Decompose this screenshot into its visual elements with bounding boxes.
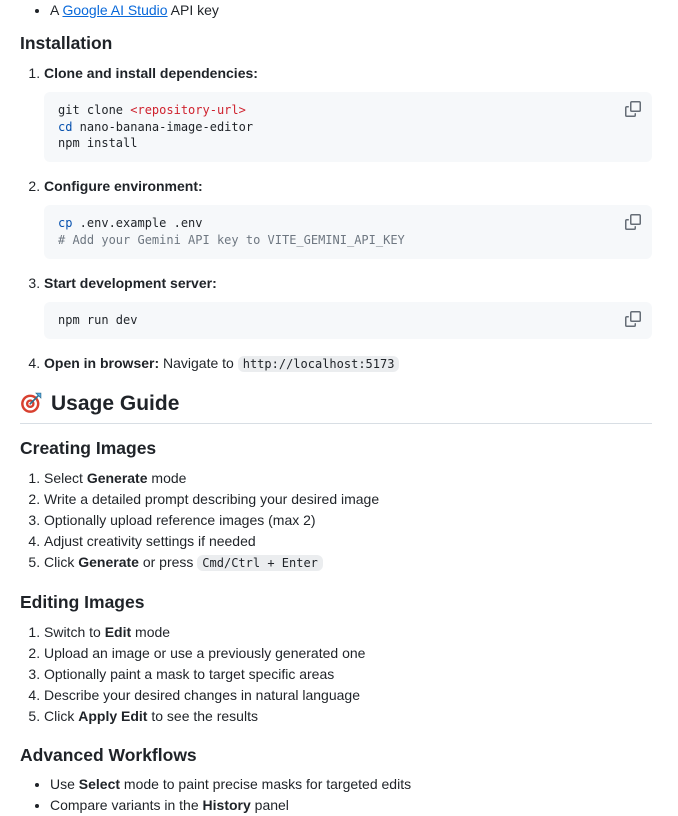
usage-guide-title: Usage Guide [51,391,180,415]
text-span: cd [58,119,73,134]
text-span: Apply Edit [78,707,148,724]
text-span: Compare variants in the [50,797,203,814]
text-span: Generate [78,553,139,570]
copy-icon [625,214,641,230]
list-item [44,622,652,643]
list-item [44,489,652,510]
install-step-2 [44,176,652,259]
code-block [44,302,652,339]
code-block [44,205,652,259]
text-span: Generate [86,469,148,486]
text-span: A [50,2,63,18]
text-span: Write a detailed prompt describing your desired image [44,490,380,507]
text-span: Configure environment: [44,178,203,195]
step-label [44,273,652,294]
copy-button[interactable] [622,98,644,120]
code-content [44,205,652,259]
advanced-workflows-heading: Advanced Workflows [20,744,197,765]
text-span: nano-banana-image-editor [72,119,254,134]
list-item [44,706,652,727]
text-span: API key [167,2,219,18]
step-label [44,176,652,197]
text-span: mode to paint precise masks for targeted edits [120,776,412,793]
prerequisites-list [20,0,652,21]
text-span: mode [147,469,187,486]
install-step-4 [44,353,652,375]
text-span: Edit [104,623,132,640]
text-span: Use [50,776,79,793]
list-item [50,795,652,816]
editing-images-heading: Editing Images [20,591,145,612]
list-item [44,468,652,489]
advanced-workflows-list [20,774,652,816]
list-item [44,510,652,531]
install-step-3 [44,273,652,339]
text-span: Describe your desired changes in natural language [44,686,360,703]
text-span: Adjust creativity settings if needed [44,532,256,549]
code-line [58,135,638,152]
text-span: Start development server: [44,274,217,291]
creating-images-heading: Creating Images [20,437,157,458]
install-step-1 [44,63,652,162]
list-item [44,643,652,664]
step-label [44,353,652,375]
list-item [44,664,652,685]
text-span: History [202,797,251,814]
text-span: or press [138,553,198,570]
step-label [44,63,652,84]
text-span: Select [44,469,87,486]
copy-button[interactable] [622,211,644,233]
code-content [44,302,652,339]
text-span: # Add your Gemini API key to VITE_GEMINI_API_KEY [58,233,405,248]
text-span: npm install [58,136,138,151]
text-span: Optionally paint a mask to target specific areas [44,665,335,682]
text-span: npm run dev [58,312,138,327]
text-span: <repository-url> [130,102,246,117]
code-block [44,92,652,162]
text-span: to see the results [147,707,258,724]
copy-icon [625,101,641,117]
inline-code: http://localhost:5173 [238,356,400,372]
text-span: mode [131,623,171,640]
text-span: Click [44,707,79,724]
text-span: Click [44,553,79,570]
usage-guide-heading [20,391,652,424]
installation-heading: Installation [20,33,113,53]
copy-icon [625,311,641,327]
text-span: Upload an image or use a previously generated one [44,644,366,661]
text-span: cp [58,216,73,231]
text-span: Optionally upload reference images (max 2) [44,511,316,528]
inline-code: Cmd/Ctrl + Enter [197,555,323,571]
inline-link[interactable]: Google AI Studio [62,2,168,18]
copy-button[interactable] [622,308,644,330]
text-span: Open in browser: [44,354,160,371]
code-line [58,119,638,136]
text-span: Clone and install dependencies: [44,64,258,81]
list-item [50,774,652,795]
editing-images-steps [20,622,652,727]
list-item [44,552,652,574]
code-line [58,215,638,232]
text-span: Navigate to [159,354,238,371]
list-item [44,685,652,706]
code-content [44,92,652,162]
text-span: Switch to [44,623,105,640]
code-line [58,312,638,329]
list-item [44,531,652,552]
text-span: Select [78,776,121,793]
list-item [50,0,652,21]
creating-images-steps [20,468,652,574]
installation-steps [20,63,652,375]
code-line [58,232,638,249]
code-line [58,102,638,119]
direct-hit-emoji-icon [20,392,42,414]
text-span: .env.example .env [72,216,203,231]
text-span: panel [250,797,289,814]
text-span: git clone [58,102,131,117]
